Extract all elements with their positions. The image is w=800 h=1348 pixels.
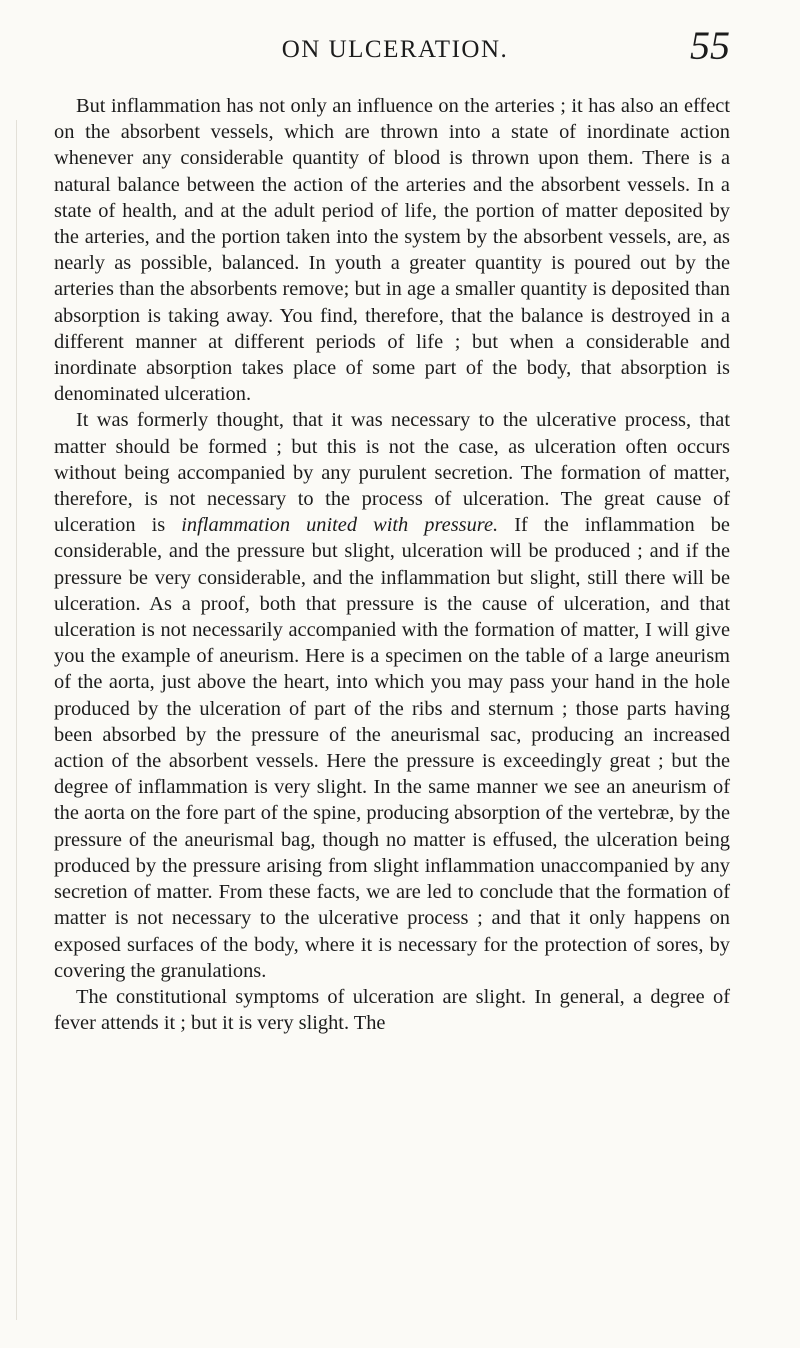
body-text	[54, 93, 730, 1036]
page-margin-line	[16, 120, 17, 1320]
paragraph	[54, 984, 730, 1036]
running-head: ON ULCERATION.	[281, 36, 509, 63]
paragraph-text: But inflammation has not only an influence on the arteries ; it has also an effect on the absorbent vessels, which are thrown into a state of inordinate action whenever any considerable quantity of blood is thrown upon them. There is a natural balance between the action of the arteries and the absorbent vessels. In a state of health, and at the adult period of life, the portion of matter deposited by the arteries, and the portion taken into the system by the absorbent vessels, are, as nearly as possible, balanced. In youth a greater quantity is poured out by the arteries than the absorbents remove; but in age a smaller quantity is deposited than absorption is taking away. You find, therefore, that the balance is destroyed in a different manner at different periods of life ; but when a considerable and inordinate absorption takes place of some part of the body, that absorption is denominated ulceration.	[54, 95, 730, 406]
page-number: 55	[690, 23, 730, 68]
paragraph	[54, 407, 730, 983]
paragraph-text: It was formerly thought, that it was necessary to the ulcerative process, that matter should be formed ; but this is not the case, as ulceration often occurs without being accompanied by any purulent secretion. The formation of matter, therefore, is not necessary to the process of ulceration. The great cause of ulceration is	[54, 409, 730, 537]
paragraph-text: The constitutional symptoms of ulceration are slight. In general, a degree of fever attends it ; but it is very slight. The	[54, 985, 730, 1035]
paragraph-text: If the inflammation be considerable, and the pressure but slight, ulceration will be produced ; and if the pressure be very considerable, and the inflammation but slight, still there will be ulceration. As a proof, both that pressure is the cause of ulceration, and that ulceration is not necessarily accompanied with the formation of matter, I will give you the example of aneurism. Here is a specimen on the table of a large aneurism of the aorta, just above the heart, into which you may pass your hand in the hole produced by the ulceration of part of the ribs and sternum ; those parts having been absorbed by the pressure of the aneurismal sac, producing an increased action of the absorbent vessels. Here the pressure is exceedingly great ; but the degree of inflammation is very slight. In the same manner we see an aneurism of the aorta on the fore part of the spine, producing absorption of the vertebræ, by the pressure of the aneurismal bag, though no matter is effused, the ulceration being produced by the pressure arising from slight inflammation unaccompanied by any secretion of matter. From these facts, we are led to conclude that the formation of matter is not necessary to the ulcerative process ; and that it only happens on exposed surfaces of the body, where it is necessary for the protection of sores, by covering the granulations.	[54, 514, 730, 982]
emphasized-text: inflammation united with pressure.	[181, 514, 499, 537]
page-header	[60, 22, 730, 72]
paragraph	[54, 93, 730, 407]
